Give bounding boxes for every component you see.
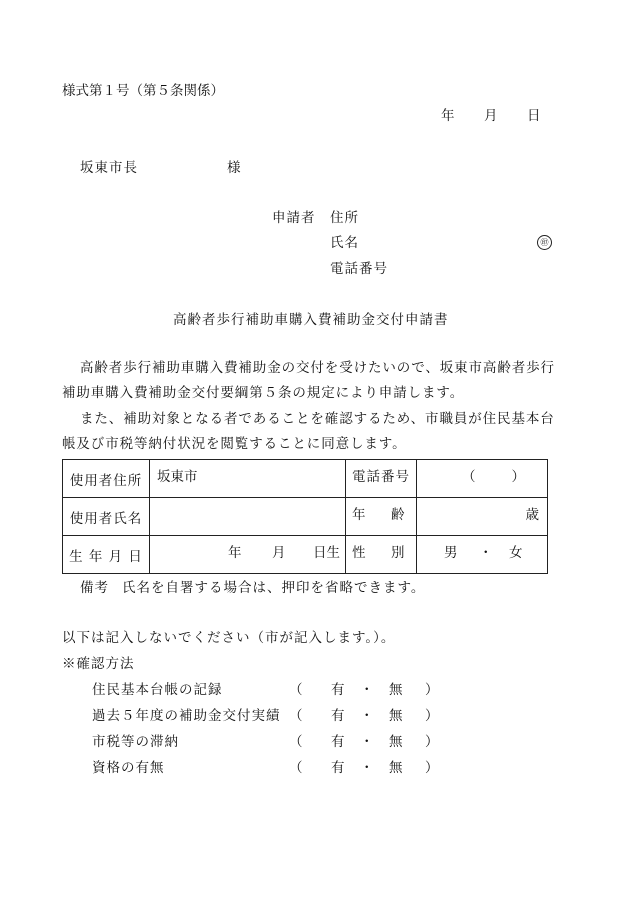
date-month: 月 <box>484 108 498 124</box>
addressee-honorific: 様 <box>227 160 241 176</box>
age-label-a: 年 <box>352 507 366 523</box>
confirm-no[interactable]: 無 <box>389 708 403 724</box>
confirm-yes[interactable]: 有 <box>331 734 345 750</box>
user-address-cell[interactable] <box>150 460 346 498</box>
table-row <box>63 498 548 536</box>
confirm-close-paren: ） <box>425 708 439 724</box>
date-year: 年 <box>441 108 455 124</box>
confirm-no[interactable]: 無 <box>389 760 403 776</box>
confirm-heading: ※確認方法 <box>62 656 135 672</box>
age-label-b: 齢 <box>391 507 405 523</box>
confirm-separator: ・ <box>360 682 374 698</box>
confirm-item-label: 住民基本台帳の記録 <box>92 682 223 698</box>
body-line-3: また、補助対象となる者であることを確認するため、市職員が住民基本台 <box>80 411 555 427</box>
phone-parens: （ ） <box>462 469 528 485</box>
body-line-2: 補助車購入費補助金交付要綱第５条の規定により申請します。 <box>62 385 465 401</box>
body-line-4: 帳及び市税等納付状況を閲覧することに同意します。 <box>62 436 407 452</box>
remarks-label: 備考 <box>80 580 109 596</box>
confirm-open-paren: （ <box>289 760 303 776</box>
confirm-separator: ・ <box>360 708 374 724</box>
confirm-separator: ・ <box>360 734 374 750</box>
date-day: 日 <box>527 108 541 124</box>
user-name-label: 使用者氏名 <box>63 498 150 536</box>
confirm-close-paren: ） <box>425 760 439 776</box>
sex-label-b: 別 <box>391 545 405 561</box>
table-row <box>63 536 548 574</box>
body-line-1: 高齢者歩行補助車購入費補助金の交付を受けたいので、坂東市高齢者歩行 <box>80 360 555 376</box>
age-unit: 歳 <box>525 507 539 523</box>
applicant-name-label: 氏名 <box>330 235 359 251</box>
sex-separator: ・ <box>479 545 493 561</box>
sex-male[interactable]: 男 <box>444 545 458 561</box>
age-cell[interactable] <box>417 498 548 536</box>
birthdate-label: 生 年 月 日 <box>63 536 150 574</box>
confirm-open-paren: （ <box>289 734 303 750</box>
phone-cell[interactable] <box>417 460 548 498</box>
user-address-value: 坂東市 <box>157 469 198 485</box>
confirm-separator: ・ <box>360 760 374 776</box>
confirm-yes[interactable]: 有 <box>331 760 345 776</box>
phone-label: 電話番号 <box>352 469 410 485</box>
confirm-no[interactable]: 無 <box>389 682 403 698</box>
confirm-item-label: 過去５年度の補助金交付実績 <box>92 708 281 724</box>
confirm-yes[interactable]: 有 <box>331 682 345 698</box>
applicant-label: 申請者 <box>272 210 316 226</box>
age-label-cell <box>346 498 417 536</box>
user-info-table <box>62 459 548 574</box>
seal-mark: ㊞ <box>537 235 552 250</box>
phone-label-cell <box>346 460 417 498</box>
document-title: 高齢者歩行補助車購入費補助金交付申請書 <box>173 312 449 328</box>
sex-cell[interactable] <box>417 536 548 574</box>
table-row <box>63 460 548 498</box>
sex-label-a: 性 <box>352 545 366 561</box>
confirm-close-paren: ） <box>425 734 439 750</box>
birth-day-unit: 日生 <box>313 545 340 561</box>
birthdate-cell[interactable] <box>150 536 346 574</box>
form-number: 様式第１号（第５条関係） <box>62 83 224 99</box>
confirm-no[interactable]: 無 <box>389 734 403 750</box>
sex-female[interactable]: 女 <box>509 545 523 561</box>
confirm-item-label: 市税等の滞納 <box>92 734 179 750</box>
office-use-note: 以下は記入しないでください（市が記入します。）。 <box>62 630 396 646</box>
remarks-text: 氏名を自署する場合は、押印を省略できます。 <box>122 580 426 596</box>
addressee-name: 坂東市長 <box>80 160 138 176</box>
sex-label-cell <box>346 536 417 574</box>
confirm-yes[interactable]: 有 <box>331 708 345 724</box>
applicant-phone-label: 電話番号 <box>330 261 388 277</box>
confirm-open-paren: （ <box>289 708 303 724</box>
birth-month-unit: 月 <box>272 545 286 561</box>
confirm-close-paren: ） <box>425 682 439 698</box>
applicant-address-label: 住所 <box>330 210 359 226</box>
birth-year-unit: 年 <box>228 545 242 561</box>
user-name-cell[interactable] <box>150 498 346 536</box>
confirm-open-paren: （ <box>289 682 303 698</box>
confirm-item-label: 資格の有無 <box>92 760 165 776</box>
user-address-label: 使用者住所 <box>63 460 150 498</box>
